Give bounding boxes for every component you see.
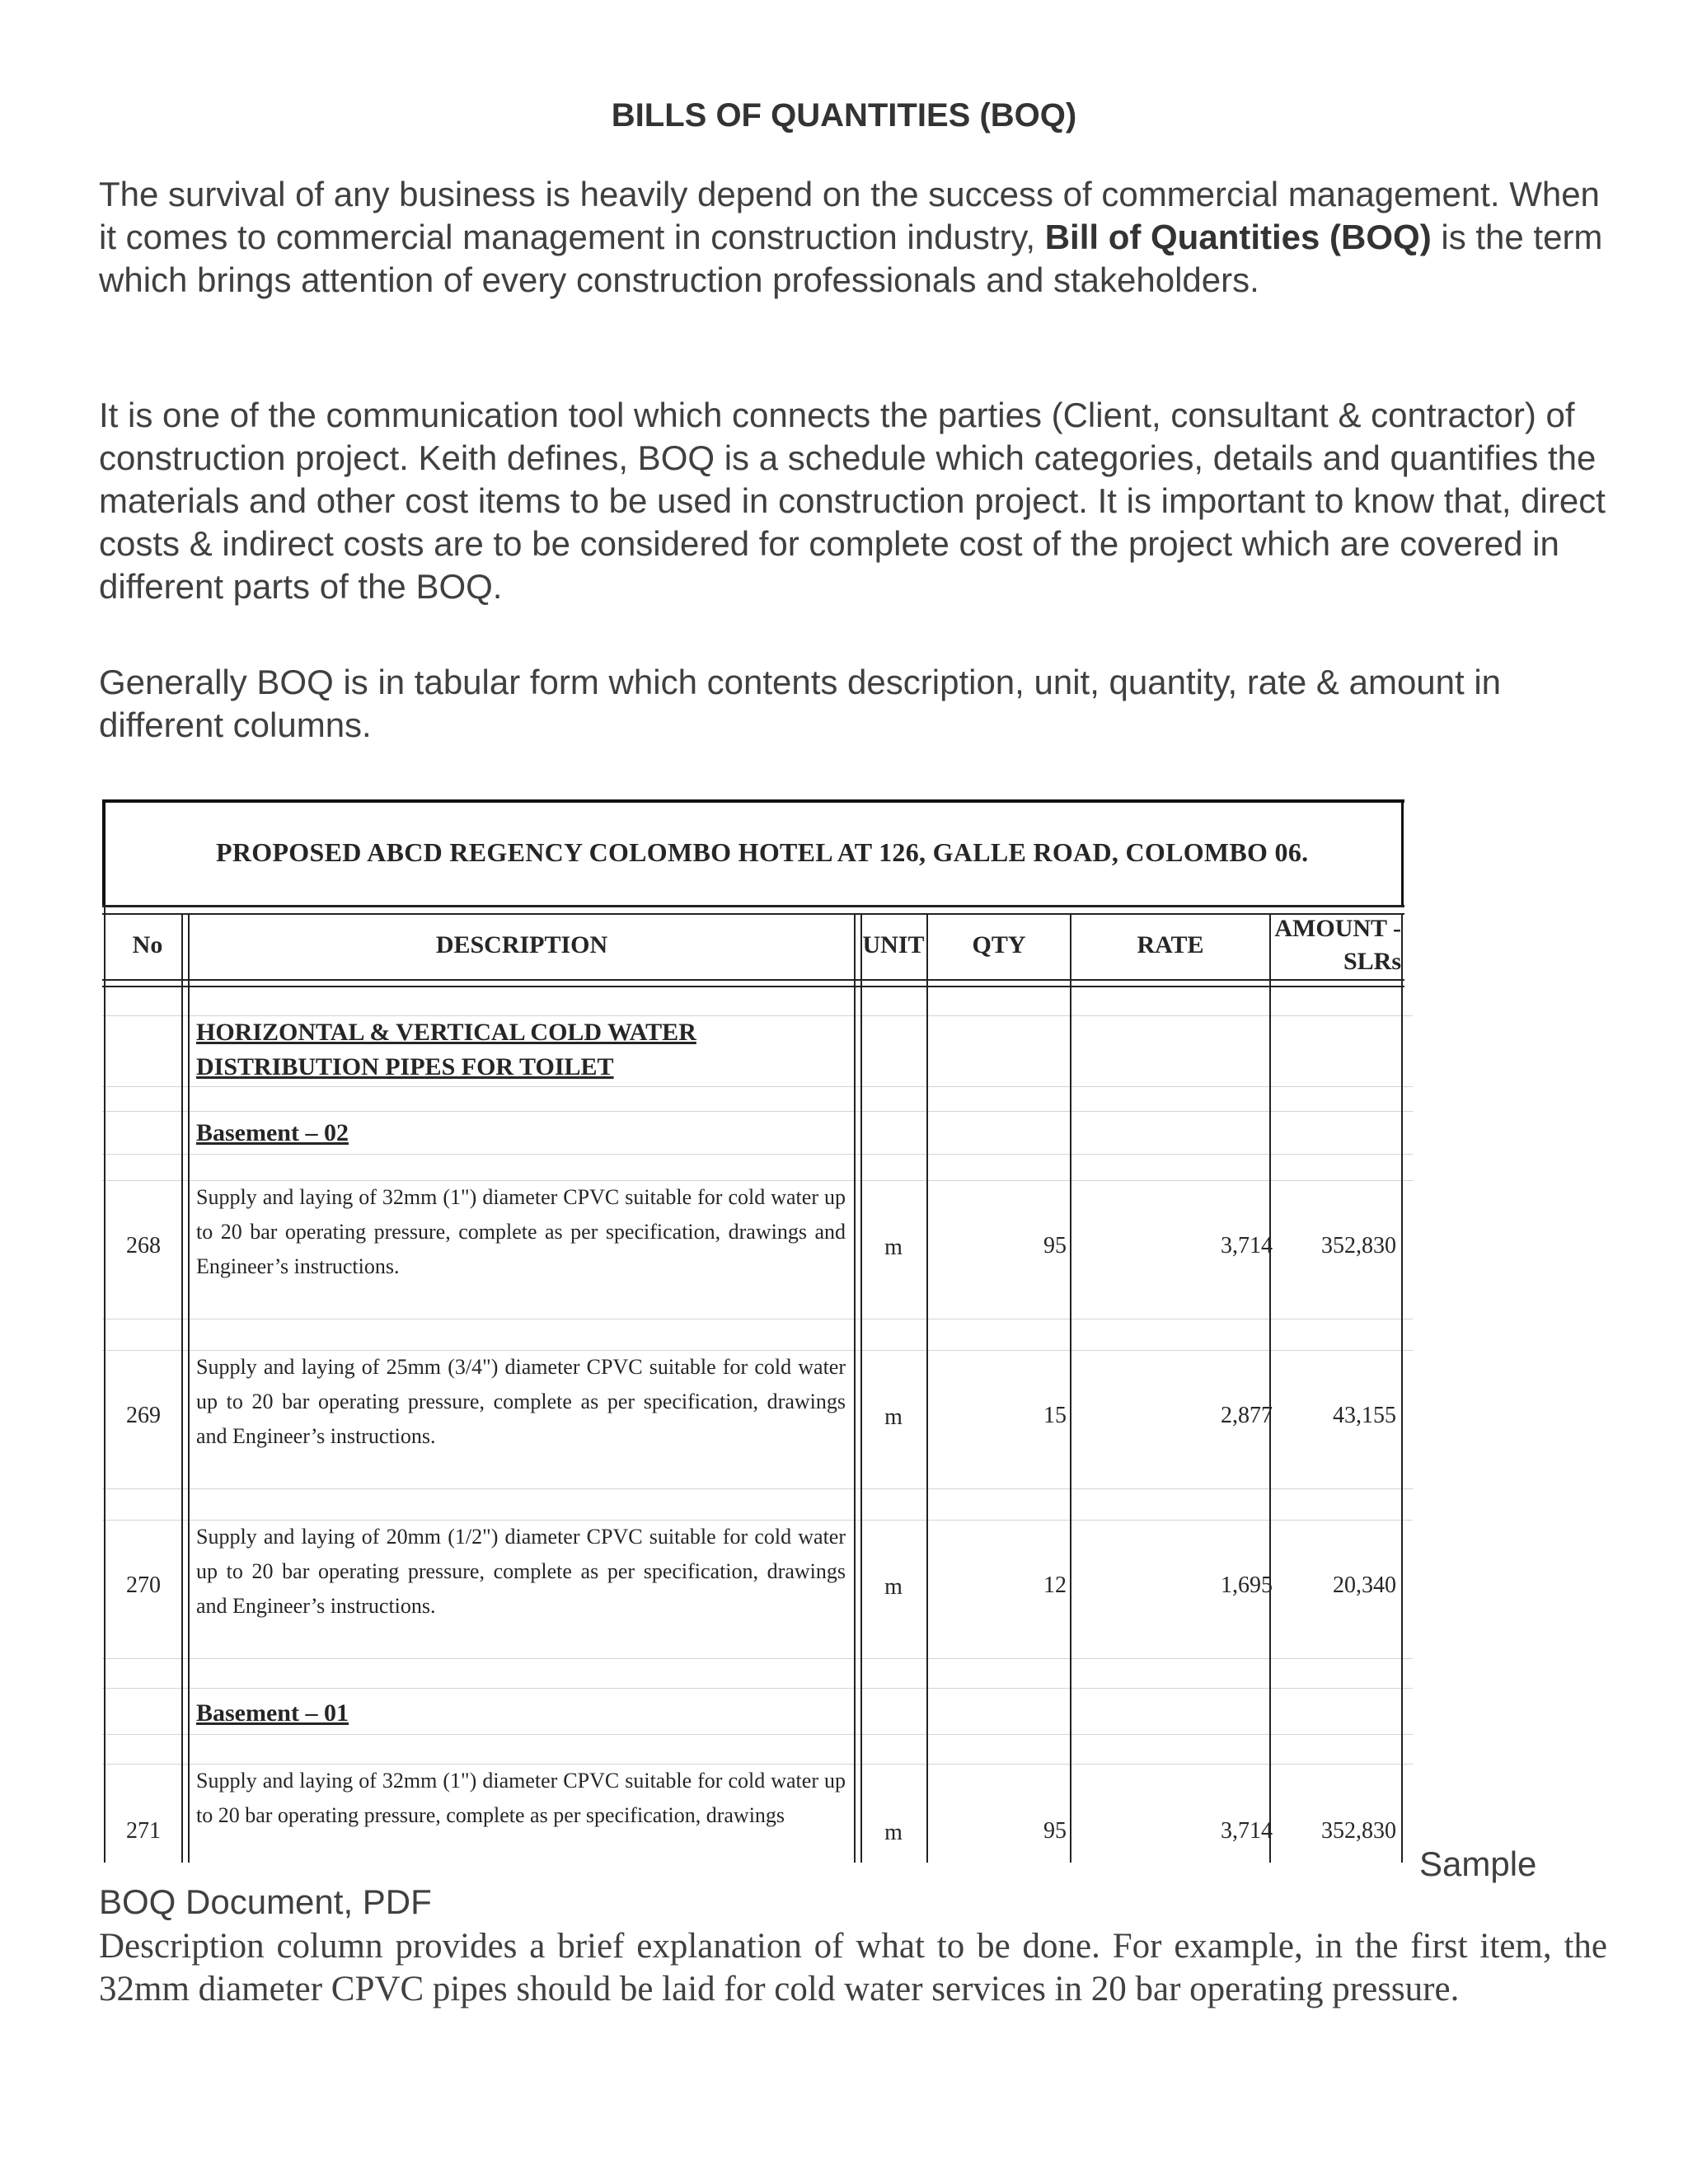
page-title: BILLS OF QUANTITIES (BOQ): [611, 97, 1077, 134]
boq-sample-table: [102, 799, 1413, 1863]
col-line: [860, 913, 862, 1863]
intro-paragraph: [99, 173, 1607, 302]
header-amount-line2: SLRs: [1343, 948, 1401, 975]
row-271-description: Supply and laying of 32mm (1") diameter CPVC suitable for cold water up to 20 bar operating pressure, complete as per specification, drawings: [196, 1769, 846, 1827]
row-268-no: 268: [126, 1233, 161, 1258]
row-268-rate: 3,714: [1221, 1233, 1273, 1258]
row-268-amount: 352,830: [1321, 1233, 1396, 1258]
row-270-description: Supply and laying of 20mm (1/2") diameter CPVC suitable for cold water up to 20 bar operating pressure, complete as per specification, drawings and Engineer’s instructions.: [196, 1525, 846, 1618]
subheading-basement-01: Basement – 01: [196, 1699, 349, 1727]
col-line: [104, 905, 106, 1863]
row-270-rate: 1,695: [1221, 1572, 1273, 1598]
format-paragraph: Generally BOQ is in tabular form which contents description, unit, quantity, rate & amount in different columns.: [99, 663, 1502, 744]
row-271-amount: 352,830: [1321, 1818, 1396, 1844]
project-title: PROPOSED ABCD REGENCY COLOMBO HOTEL AT 126, GALLE ROAD, COLOMBO 06.: [216, 837, 1309, 867]
header-amount-line1: AMOUNT -: [1274, 915, 1401, 942]
row-268-unit: m: [884, 1235, 903, 1260]
header-qty: QTY: [972, 931, 1026, 958]
grid-line: [102, 1111, 1413, 1112]
col-line: [854, 913, 856, 1863]
grid-line: [102, 1734, 1413, 1735]
intro-bold-term: Bill of Quantities (BOQ): [1044, 218, 1432, 256]
row-270-qty: 12: [1043, 1572, 1067, 1598]
grid-line: [102, 1688, 1413, 1689]
rule-header-bottom-2: [102, 986, 1404, 987]
grid-line: [102, 1086, 1413, 1087]
rule-header-bottom: [102, 979, 1404, 981]
col-line: [1269, 913, 1271, 1863]
section-heading-line1: HORIZONTAL & VERTICAL COLD WATER: [196, 1019, 696, 1046]
header-unit: UNIT: [862, 931, 925, 958]
header-description: DESCRIPTION: [435, 931, 608, 958]
row-271-rate: 3,714: [1221, 1818, 1273, 1844]
col-line: [188, 913, 190, 1863]
row-268-description: Supply and laying of 32mm (1") diameter CPVC suitable for cold water up to 20 bar operating pressure, complete as per specification, drawings and Engineer’s instructions.: [196, 1185, 846, 1278]
table-frame-left: [102, 799, 106, 907]
table-frame-top: [102, 799, 1404, 803]
grid-line: [102, 1154, 1413, 1155]
table-frame-right: [1401, 799, 1404, 907]
description-paragraph: Description column provides a brief explanation of what to be done. For example, in the first item, the 32mm diameter CPVC pipes should be laid for cold water services in 20 bar operating pressure.: [99, 1927, 1607, 2008]
section-heading-line2: DISTRIBUTION PIPES FOR TOILET: [196, 1053, 614, 1080]
col-line: [1070, 913, 1071, 1863]
figure-caption-part2: BOQ Document, PDF: [99, 1882, 432, 1921]
col-line: [181, 913, 183, 1863]
row-270-amount: 20,340: [1333, 1572, 1396, 1598]
figure-caption-part1: Sample: [1419, 1844, 1537, 1883]
subheading-basement-02: Basement – 02: [196, 1119, 349, 1146]
row-269-qty: 15: [1043, 1403, 1067, 1428]
col-line: [1401, 913, 1403, 1863]
intro-text-b: is the term which brings attention of every construction professionals and stakeholders.: [99, 218, 1603, 299]
row-270-no: 270: [126, 1572, 161, 1598]
row-269-unit: m: [884, 1404, 903, 1430]
row-271-unit: m: [884, 1820, 903, 1845]
row-270-unit: m: [884, 1574, 903, 1600]
header-rate: RATE: [1137, 931, 1204, 958]
row-269-description: Supply and laying of 25mm (3/4") diameter CPVC suitable for cold water up to 20 bar operating pressure, complete as per specification, drawings and Engineer’s instructions.: [196, 1355, 846, 1448]
grid-line: [102, 1658, 1413, 1659]
grid-line: [102, 1488, 1413, 1489]
row-268-qty: 95: [1043, 1233, 1067, 1258]
row-269-amount: 43,155: [1333, 1403, 1396, 1428]
intro-text-a: The survival of any business is heavily depend on the success of commercial management. When it comes to commercial management in construction industry,: [99, 175, 1600, 256]
rule-header-top-2: [102, 913, 1404, 915]
row-271-qty: 95: [1043, 1818, 1067, 1844]
row-269-rate: 2,877: [1221, 1403, 1273, 1428]
rule-header-top: [102, 905, 1404, 907]
col-line: [926, 913, 928, 1863]
row-271-no: 271: [126, 1818, 161, 1844]
header-no: No: [132, 931, 163, 958]
definition-paragraph: It is one of the communication tool which connects the parties (Client, consultant & contractor) of construction project. Keith defines, BOQ is a schedule which categories, details and quantifies the materials and other cost items to be used in construction project. It is important to know that, direct costs & indirect costs are to be considered for complete cost of the project which are covered in different parts of the BOQ.: [99, 396, 1606, 606]
row-269-no: 269: [126, 1403, 161, 1428]
